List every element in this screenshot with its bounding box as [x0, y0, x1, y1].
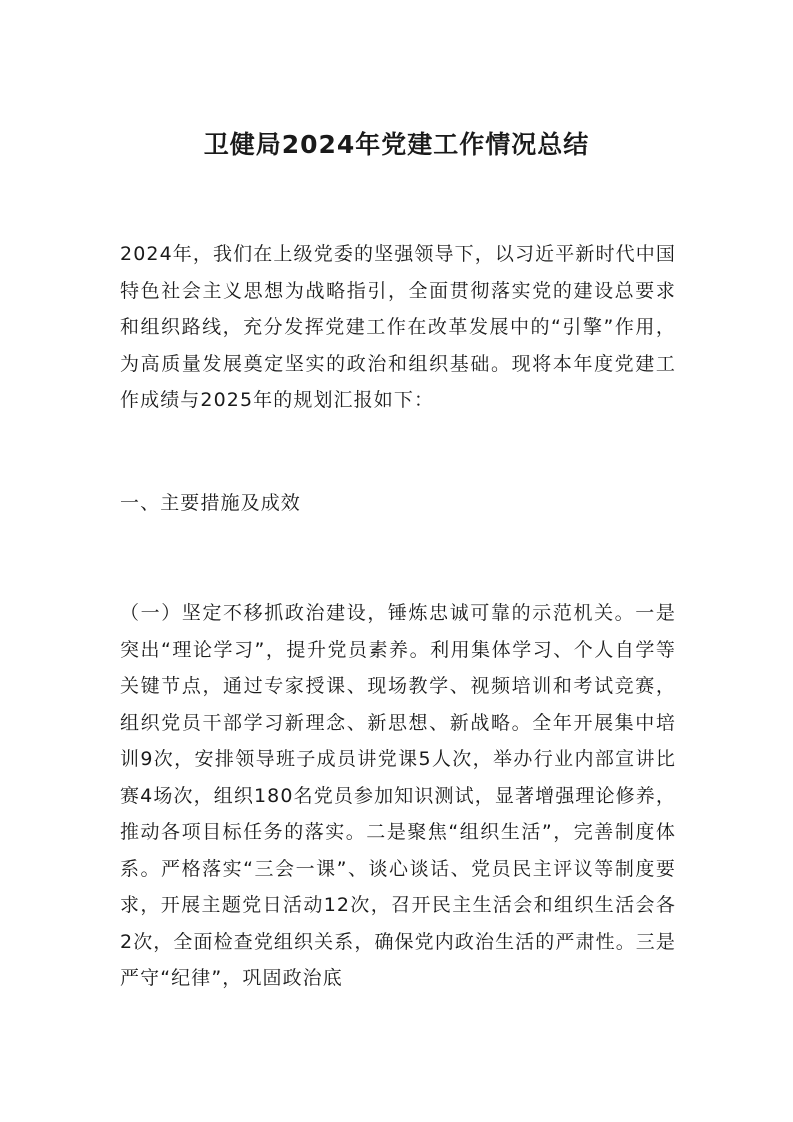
section-heading: 一、主要措施及成效	[120, 492, 301, 514]
section-paragraph: （一）坚定不移抓政治建设，锤炼忠诚可靠的示范机关。一是突出“理论学习”，提升党员素养。利用集体学习、个人自学等关键节点，通过专家授课、现场教学、视频培训和考试竞赛，组织党员干部学习新理念、新思想、新战略。全年开展集中培训9次，安排领导班子成员讲党课5人次，举办行业内部宣讲比赛4场次，组织180名党员参加知识测试，显著增强理论修养，推动各项目标任务的落实。二是聚焦“组织生活”，完善制度体系。严格落实“三会一课”、谈心谈话、党员民主评议等制度要求，开展主题党日活动12次，召开民主生活会和组织生活会各2次，全面检查党组织关系，确保党内政治生活的严肃性。三是严守“纪律”，巩固政治底	[120, 602, 676, 989]
document-title: 卫健局2024年党建工作情况总结	[203, 130, 590, 159]
intro-paragraph: 2024年，我们在上级党委的坚强领导下，以习近平新时代中国特色社会主义思想为战略指引，全面贯彻落实党的建设总要求和组织路线，充分发挥党建工作在改革发展中的“引擎”作用，为高质量发展奠定坚实的政治和组织基础。现将本年度党建工作成绩与2025年的规划汇报如下：	[120, 243, 676, 411]
